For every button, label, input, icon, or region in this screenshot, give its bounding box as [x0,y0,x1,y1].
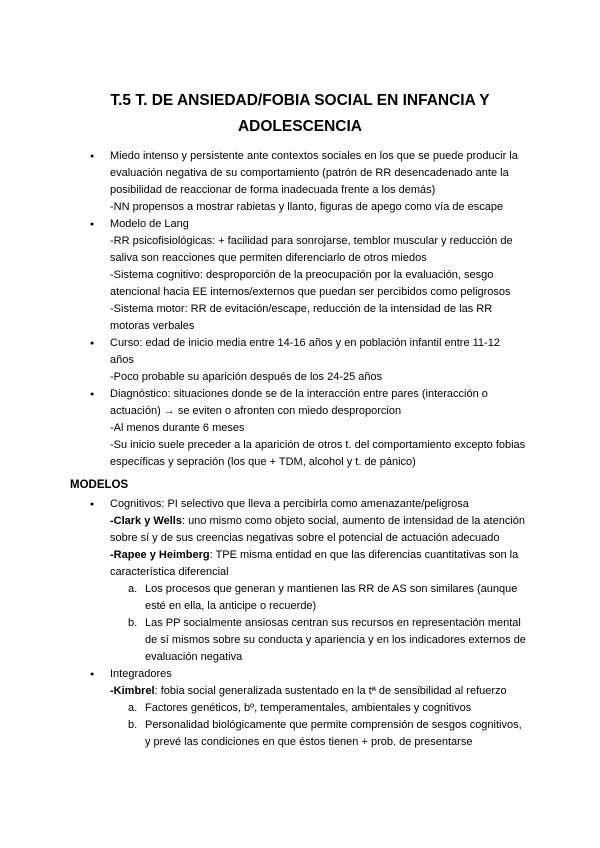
text-line: motoras verbales [110,320,195,332]
list-marker: a. [128,702,138,714]
text-line: -Al menos durante 6 meses [110,422,245,434]
text-line: Factores genéticos, bº, temperamentales, ambientales y cognitivos [145,702,472,714]
text-line: -NN propensos a mostrar rabietas y llanto, figuras de apego como vía de escape [110,201,504,213]
sublist-item-a [0,581,600,615]
text-line: -Sistema cognitivo: desproporción de la preocupación por la evaluación, sesgo [110,269,494,281]
text-line: -Su inicio suele preceder a la aparición de otros t. del comportamiento excepto fobias [110,439,526,451]
text-line: ● Cognitivos: PI selectivo que lleva a percibirla como amenazante/peligrosa [110,498,469,510]
text-line: ● Modelo de Lang [110,218,189,230]
document-body [0,148,600,751]
text-line: esté en ella, la anticipe o recuerde) [145,600,317,612]
list-marker: b. [128,617,138,629]
text-line: Los procesos que generan y mantienen las RR de AS son similares (aunque [145,583,518,595]
text-line: -Poco probable su aparición después de los 24-25 años [110,371,383,383]
text-fragment: : uno mismo como objeto social, aumento de intensidad de la atención [181,515,525,527]
text-line: evaluación negativa [145,651,243,663]
author-name: -Rapee y Heimberg [110,549,210,561]
list-marker: a. [128,583,138,595]
text-line: -RR psicofisiológicas: + facilidad para sonrojarse, temblor muscular y reducción de [110,235,513,247]
text-line: ● Curso: edad de inicio media entre 14-16 años y en población infantil entre 11-12 [110,337,500,349]
sublist-item-b [0,615,600,666]
bullet-integradores [0,666,520,700]
sublist-item-a [0,700,600,717]
text-line: ● Integradores [110,668,172,680]
text-line: Personalidad biológicamente que permite comprensión de sesgos cognitivos, [145,719,522,731]
text-line: evaluación negativa de su comportamiento (patrón de RR desencadenado ante la [110,167,509,179]
bullet-lang-model [0,216,520,335]
list-marker: b. [128,719,138,731]
text-line [110,547,520,564]
text-line [110,683,520,700]
title-line-2: ADOLESCENCIA [237,118,362,135]
text-line: posibilidad de reaccionar de forma inadecuada frente a los demás) [110,184,436,196]
text-line: Las PP socialmente ansiosas centran sus recursos en representación mental [145,617,521,629]
section-heading-modelos: MODELOS [70,479,129,491]
text-line [110,513,525,530]
text-line: sobre sí y de sus creencias negativas sobre el potencial de actuación adecuado [110,532,500,544]
text-line: años [110,354,134,366]
text-fragment: : TPE misma entidad en que las diferencias cuantitativas son la [209,549,519,561]
bullet-cognitivos [0,496,525,581]
author-name: -Clark y Wells [110,515,182,527]
text-line: y prevé las condiciones en que éstos tienen + prob. de presentarse [145,736,473,748]
text-line: específicas y sepración (los que + TDM, alcohol y t. de pánico) [110,456,416,468]
text-line: de sí mismos sobre su conducta y apariencia y en los indicadores externos de [145,634,526,646]
text-line: ● Miedo intenso y persistente ante contextos sociales en los que se puede producir la [110,150,518,162]
text-fragment: : fobia social generalizada sustentado en la tª de sensibilidad al refuerzo [154,685,507,697]
bullet-curso [0,335,520,386]
text-line: atencional hacia EE internos/externos que puedan ser percibidos como peligrosos [110,286,511,298]
bullet-definition [0,148,520,216]
title-line-1: T.5 T. DE ANSIEDAD/FOBIA SOCIAL EN INFANCIA Y [110,92,490,109]
bullet-diagnostico [0,386,526,471]
text-line: saliva son reacciones que permiten diferenciarlo de otros miedos [110,252,427,264]
text-line: -Sistema motor: RR de evitación/escape, reducción de la intensidad de las RR [110,303,493,315]
sublist-item-b [0,717,600,751]
text-line: característica diferencial [110,566,229,578]
page-title [60,88,540,140]
text-line: actuación) → se eviten o afronten con miedo desproporcion [110,405,402,417]
author-name: -Kimbrel [110,685,155,697]
text-line: ● Diagnóstico: situaciones donde se de la interacción entre pares (interacción o [110,388,488,400]
